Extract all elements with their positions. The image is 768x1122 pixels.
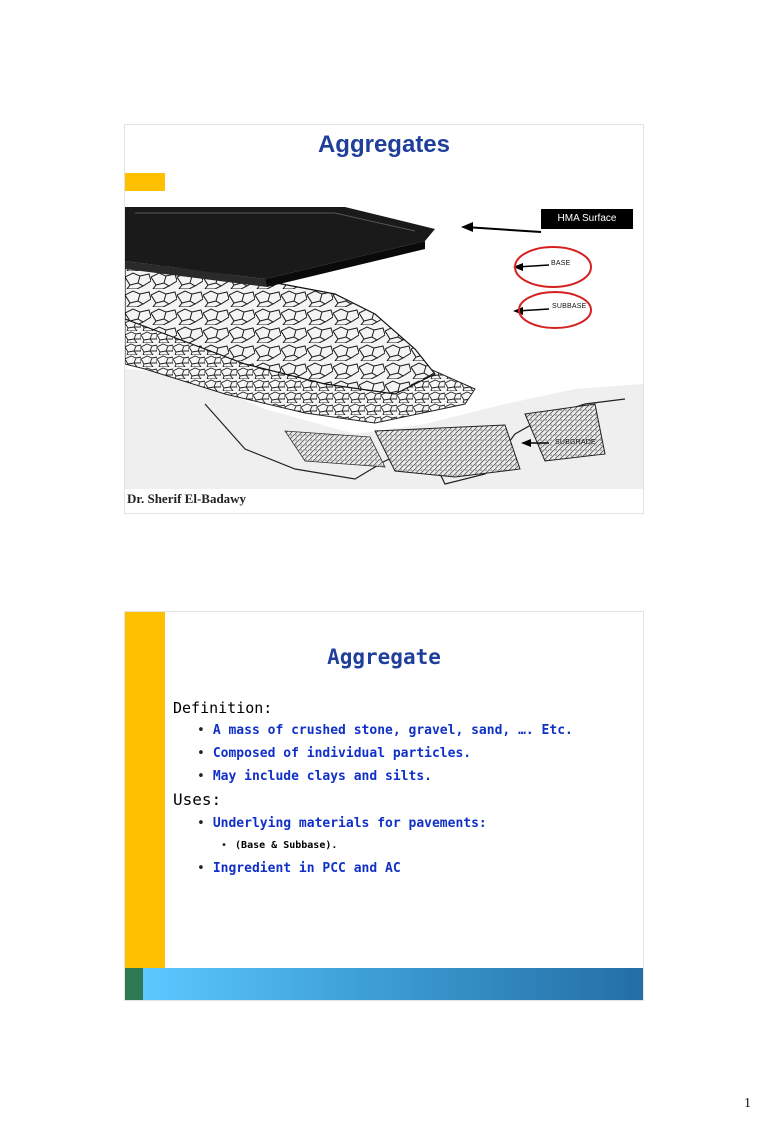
bullet-icon: • (197, 723, 205, 738)
slide-body (173, 698, 633, 880)
bullet-icon: • (197, 816, 205, 831)
slide-title: Aggregate (327, 645, 441, 669)
list-item: • May include clays and silts. (197, 769, 432, 784)
uses-heading: Uses: (173, 790, 222, 809)
hma-surface-callout: HMA Surface (541, 209, 633, 229)
bullet-icon: • (221, 840, 228, 851)
sub-list-item: • (Base & Subbase). (221, 840, 338, 851)
slide-2 (124, 611, 644, 1001)
author-name: Dr. Sherif El-Badawy (127, 491, 247, 506)
base-label: BASE (551, 260, 571, 267)
footer-gradient-bar (143, 968, 643, 1000)
bullet-icon: • (197, 769, 205, 784)
bullet-icon: • (197, 861, 205, 876)
slide-accent-block (125, 173, 165, 191)
definition-heading: Definition: (173, 699, 273, 717)
subbase-label: SUBBASE (552, 303, 587, 310)
subgrade-label: SUBGRADE (555, 439, 596, 446)
list-item: • A mass of crushed stone, gravel, sand, …. Etc. (197, 723, 573, 738)
list-item: • Underlying materials for pavements: (197, 816, 487, 831)
list-item: • Composed of individual particles. (197, 746, 472, 761)
bullet-icon: • (197, 746, 205, 761)
footer-left-block (125, 968, 143, 1000)
page-number: 1 (744, 1096, 751, 1111)
slide-title: Aggregates (317, 131, 451, 158)
list-item: • Ingredient in PCC and AC (197, 861, 401, 876)
slide-1 (124, 124, 644, 514)
